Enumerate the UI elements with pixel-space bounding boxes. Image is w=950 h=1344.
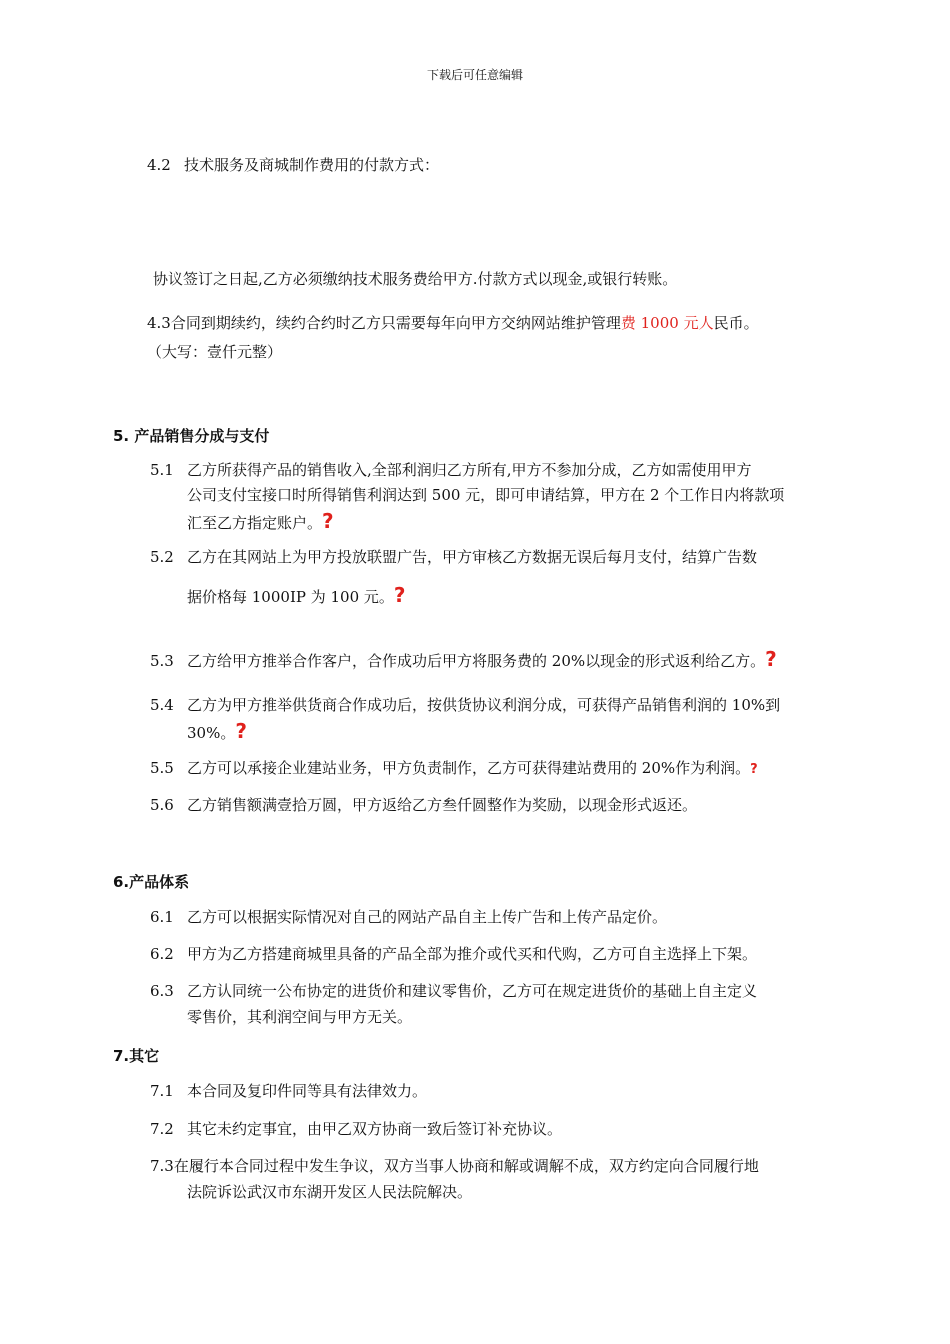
page-header: 下载后可任意编辑 [426,68,523,82]
clause-4-3-amount: （大写：壹仟元整） [147,343,283,361]
clause-text: 据价格每 1000IP 为 100 元。 [187,588,394,606]
question-mark-icon: ? [393,583,406,607]
clause-5-1-line3 [187,510,334,534]
clause-number: 7.3 [150,1157,174,1175]
payment-paragraph: 协议签订之日起,乙方必须缴纳技术服务费给甲方.付款方式以现金,或银行转账。 [153,270,678,288]
section-5-title: 5. 产品销售分成与支付 [113,427,270,445]
clause-6-3-line2: 零售价，其利润空间与甲方无关。 [187,1008,413,1026]
section-6-title: 6.产品体系 [113,873,190,891]
clause-number: 5.4 [150,696,174,714]
clause-text: 乙方认同统一公布协定的进货价和建议零售价，乙方可在规定进货价的基础上自主定义 [187,982,758,1000]
clause-number: 7.1 [150,1082,174,1100]
clause-7-1 [150,1080,427,1102]
clause-text: 甲方为乙方搭建商城里具备的产品全部为推介或代买和代购，乙方可自主选择上下架。 [187,945,758,963]
clause-number: 6.3 [150,982,174,1000]
clause-4-3 [147,312,759,334]
clause-number: 4.2 [147,156,171,174]
clause-number: 5.6 [150,796,174,814]
clause-4-2 [147,154,439,176]
clause-number: 5.1 [150,461,174,479]
clause-text: 乙方给甲方推举合作客户，合作成功后甲方将服务费的 20%以现金的形式返利给乙方。 [187,652,766,670]
clause-text: 乙方可以根据实际情况对自己的网站产品自主上传广告和上传产品定价。 [187,908,668,926]
clause-number: 7.2 [150,1120,174,1138]
clause-7-3 [150,1155,759,1177]
clause-5-4 [150,694,780,716]
clause-number: 6.1 [150,908,174,926]
clause-text: 技术服务及商城制作费用的付款方式： [184,156,440,174]
clause-text: 30%。 [187,724,236,742]
clause-text: 合同到期续约，续约合约时乙方只需要每年向甲方交纳网站维护管理 [170,314,621,332]
clause-text: 乙方所获得产品的销售收入,全部利润归乙方所有,甲方不参加分成，乙方如需使用甲方 [187,461,752,479]
clause-5-2-line2 [187,584,406,608]
clause-number: 6.2 [150,945,174,963]
clause-text: 其它未约定事宜，由甲乙双方协商一致后签订补充协议。 [187,1120,563,1138]
clause-6-3 [150,980,757,1002]
fee-highlight: 费 1000 元人 [620,314,714,332]
clause-text: 乙方可以承接企业建站业务，甲方负责制作，乙方可获得建站费用的 20%作为利润。 [187,759,751,777]
clause-text: 乙方销售额满壹拾万圆，甲方返给乙方叁仟圆整作为奖励，以现金形式返还。 [187,796,698,814]
clause-number: 5.5 [150,759,174,777]
clause-6-2 [150,943,757,965]
clause-text-end: 民币。 [713,314,759,332]
clause-5-1 [150,459,752,481]
question-mark-icon: ? [765,647,777,671]
question-mark-icon: ? [235,719,247,743]
clause-5-1-line2: 公司支付宝接口时所得销售利润达到 500 元，即可申请结算，甲方在 2 个工作日内将款项 [187,486,785,504]
clause-5-4-line2 [187,720,247,744]
clause-7-3-line2: 法院诉讼武汉市东湖开发区人民法院解决。 [187,1183,473,1201]
clause-5-3 [150,648,777,672]
question-mark-icon: ? [750,762,758,777]
section-7-title: 7.其它 [113,1047,160,1065]
clause-text: 汇至乙方指定账户。 [187,514,323,532]
clause-7-2 [150,1118,562,1140]
clause-5-5 [150,757,758,781]
clause-6-1 [150,906,667,928]
clause-number: 5.2 [150,548,174,566]
clause-text: 本合同及复印件同等具有法律效力。 [187,1082,428,1100]
clause-text: 乙方在其网站上为甲方投放联盟广告，甲方审核乙方数据无误后每月支付，结算广告数 [187,548,758,566]
clause-number: 4.3 [147,314,171,332]
clause-text: 乙方为甲方推举供货商合作成功后，按供货协议利润分成，可获得产品销售利润的 10%到 [187,696,781,714]
clause-number: 5.3 [150,652,174,670]
question-mark-icon: ? [322,509,334,533]
clause-5-6 [150,794,697,816]
clause-text: 在履行本合同过程中发生争议，双方当事人协商和解或调解不成，双方约定向合同履行地 [173,1157,759,1175]
clause-5-2 [150,546,757,568]
